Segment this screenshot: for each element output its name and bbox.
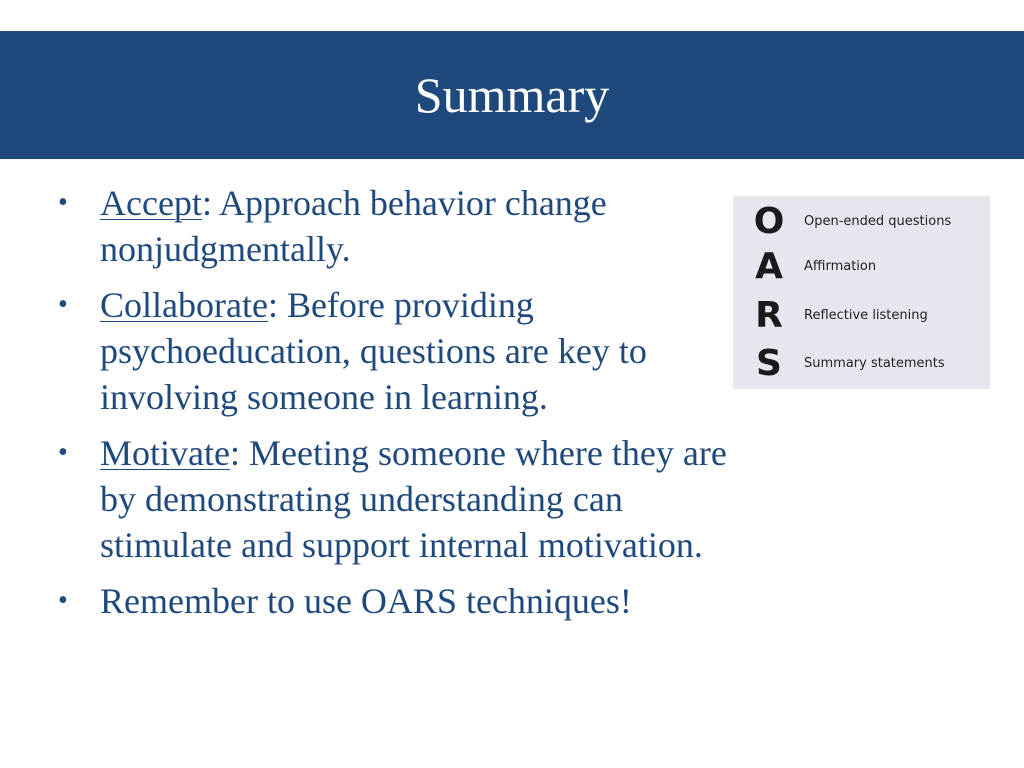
bullet-term-collaborate: Collaborate xyxy=(100,285,268,325)
bullet-item-collaborate xyxy=(58,282,738,420)
bullet-text-oars-reminder: Remember to use OARS techniques! xyxy=(100,581,632,621)
bullet-text-accept: : Approach behavior change nonjudgmentally. xyxy=(100,183,607,269)
oars-letter-r: R xyxy=(755,295,783,336)
bullet-item-motivate xyxy=(58,430,738,568)
bullet-term-motivate: Motivate xyxy=(100,433,230,473)
bullet-dot-icon: • xyxy=(58,289,68,320)
bullet-dot-icon: • xyxy=(58,585,68,616)
bullet-text-collaborate: : Before providing psychoeducation, questions are key to involving someone in learning. xyxy=(100,285,647,417)
slide-title: Summary xyxy=(414,67,610,123)
bullet-dot-icon: • xyxy=(58,187,68,218)
oars-row-reflective xyxy=(733,292,990,340)
title-bar xyxy=(0,31,1024,159)
oars-label-affirmation: Affirmation xyxy=(804,259,877,274)
oars-label-open-ended: Open-ended questions xyxy=(804,214,952,229)
oars-panel xyxy=(733,196,990,389)
oars-row-summary xyxy=(733,340,990,388)
bullet-item-accept xyxy=(58,180,738,272)
bullet-dot-icon: • xyxy=(58,437,68,468)
oars-label-summary: Summary statements xyxy=(804,356,945,371)
oars-letter-a: A xyxy=(755,246,783,287)
oars-label-reflective: Reflective listening xyxy=(804,308,928,323)
oars-letter-o: O xyxy=(753,201,785,242)
bullet-text-motivate: : Meeting someone where they are by demonstrating understanding can stimulate and support internal motivation. xyxy=(100,433,727,565)
oars-letter-s: S xyxy=(756,343,782,384)
bullet-term-accept: Accept xyxy=(100,183,202,223)
bullet-list xyxy=(58,180,738,634)
oars-row-open-ended xyxy=(733,198,990,246)
bullet-item-oars-reminder xyxy=(58,578,738,624)
oars-row-affirmation xyxy=(733,243,990,291)
